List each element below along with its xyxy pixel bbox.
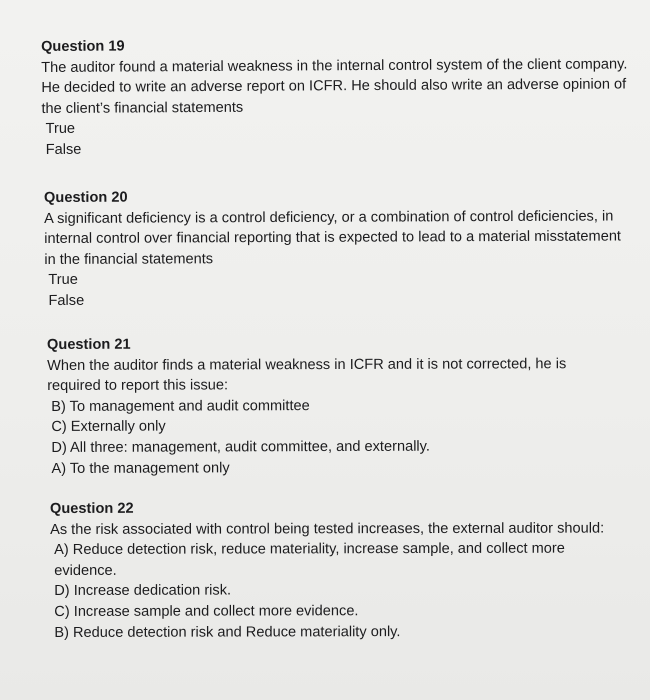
option-false[interactable]: False	[45, 141, 82, 158]
option-true[interactable]: True	[45, 121, 76, 138]
question-title: Question 21	[47, 336, 131, 353]
option-b[interactable]: B) To management and audit committee	[51, 397, 310, 415]
option-c[interactable]: C) Increase sample and collect more evidence.	[54, 603, 359, 620]
question-19	[41, 33, 632, 160]
question-text: When the auditor finds a material weakness in ICFR and it is not corrected, he is required to report this issue:	[47, 355, 567, 395]
option-b[interactable]: B) Reduce detection risk and Reduce materiality only.	[54, 623, 401, 641]
question-20	[44, 185, 630, 311]
option-true[interactable]: True	[48, 272, 78, 289]
question-22	[50, 498, 615, 644]
question-title: Question 19	[41, 38, 125, 55]
option-a[interactable]: A) To the management only	[51, 459, 230, 477]
option-c[interactable]: C) Externally only	[51, 418, 166, 436]
question-text: As the risk associated with control being tested increases, the external auditor should:	[50, 520, 605, 538]
option-d[interactable]: D) All three: management, audit committee, and externally.	[51, 438, 430, 456]
question-title: Question 20	[44, 189, 128, 206]
option-d[interactable]: D) Increase dedication risk.	[54, 582, 232, 600]
question-text: A significant deficiency is a control deficiency, or a combination of control deficiencies, in internal control over financial reporting that is expected to lead to a material misstatement in the financial statements	[44, 208, 622, 268]
option-false[interactable]: False	[48, 292, 85, 309]
option-a[interactable]: A) Reduce detection risk, reduce materiality, increase sample, and collect more evidence.	[54, 540, 565, 579]
question-title: Question 22	[50, 500, 134, 517]
question-21	[47, 333, 622, 479]
question-text: The auditor found a material weakness in the internal control system of the client company. He decided to write an adverse report on ICFR. He should also write an adverse opinion of the client’s financial statements	[41, 56, 628, 117]
